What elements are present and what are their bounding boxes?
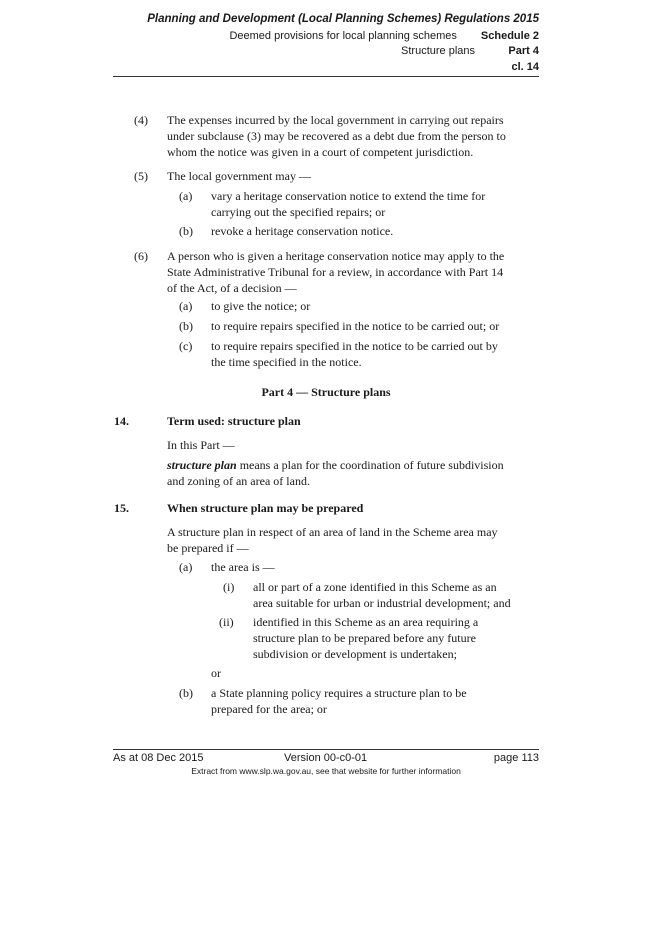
- footer-extract-note: Extract from www.slp.wa.gov.au, see that website for further information: [191, 766, 461, 776]
- subclause-text: A person who is given a heritage conservation notice may apply to the: [167, 249, 505, 263]
- definition-text: and zoning of an area of land.: [167, 474, 310, 488]
- connector-word: or: [211, 666, 221, 680]
- subclause-text: State Administrative Tribunal for a review, in accordance with Part 14: [167, 265, 504, 279]
- footer-version: Version 00-c0-01: [284, 752, 368, 764]
- definition-body: means a plan for the coordination of future subdivision: [236, 458, 504, 472]
- running-header: [113, 30, 539, 78]
- subclause-number: (6): [134, 249, 148, 263]
- definition-text: [167, 457, 504, 473]
- clause-number: 15.: [114, 501, 129, 515]
- paragraph-text: to require repairs specified in the notice to be carried out by: [211, 339, 498, 353]
- paragraph-text: to give the notice; or: [211, 299, 311, 313]
- part-heading: Part 4 — Structure plans: [261, 385, 391, 399]
- paragraph-text: prepared for the area; or: [211, 702, 327, 716]
- subparagraph-text: subdivision or development is undertaken;: [253, 647, 457, 661]
- clause-text: be prepared if —: [167, 541, 249, 555]
- paragraph-text: a State planning policy requires a structure plan to be: [211, 686, 467, 700]
- subparagraph-number: (i): [223, 580, 235, 594]
- header-part-desc: Structure plans: [401, 45, 475, 57]
- paragraph-number: (a): [179, 560, 193, 574]
- paragraph-text: vary a heritage conservation notice to extend the time for: [211, 189, 486, 203]
- subparagraph-text: area suitable for urban or industrial development; and: [253, 596, 511, 610]
- clause-text: In this Part —: [167, 438, 235, 452]
- clause-number: 14.: [114, 414, 129, 428]
- subparagraph-number: (ii): [219, 615, 234, 629]
- paragraph-text: the time specified in the notice.: [211, 355, 362, 369]
- running-header-title: Planning and Development (Local Planning Schemes) Regulations 2015: [147, 13, 539, 25]
- clause-heading: Term used: structure plan: [167, 414, 301, 428]
- paragraph-text: revoke a heritage conservation notice.: [211, 224, 394, 238]
- paragraph-text: carrying out the specified repairs; or: [211, 205, 386, 219]
- subparagraph-text: structure plan to be prepared before any future: [253, 631, 476, 645]
- header-divider: [113, 76, 539, 77]
- footer-divider: [113, 749, 539, 750]
- subclause-text: under subclause (3) may be recovered as a debt due from the person to: [167, 129, 506, 143]
- paragraph-number: (b): [179, 686, 193, 700]
- footer-page-number: page 113: [493, 752, 539, 764]
- header-schedule-desc: Deemed provisions for local planning schemes: [229, 30, 457, 42]
- header-part: Part 4: [508, 45, 539, 57]
- defined-term: structure plan: [167, 458, 237, 472]
- footer-date: As at 08 Dec 2015: [113, 752, 204, 764]
- subclause-text: of the Act, of a decision —: [167, 281, 297, 295]
- paragraph-text: the area is —: [211, 560, 275, 574]
- paragraph-text: to require repairs specified in the notice to be carried out; or: [211, 319, 500, 333]
- subparagraph-text: identified in this Scheme as an area requiring a: [253, 615, 479, 629]
- subclause-text: The local government may —: [167, 169, 311, 183]
- subparagraph-text: all or part of a zone identified in this Scheme as an: [253, 580, 497, 594]
- subclause-number: (5): [134, 169, 148, 183]
- paragraph-number: (a): [179, 299, 193, 313]
- subclause-text: The expenses incurred by the local government in carrying out repairs: [167, 113, 504, 127]
- paragraph-number: (b): [179, 319, 193, 333]
- clause-text: A structure plan in respect of an area of land in the Scheme area may: [167, 525, 498, 539]
- paragraph-number: (a): [179, 189, 193, 203]
- header-schedule: Schedule 2: [480, 30, 539, 42]
- paragraph-number: (c): [179, 339, 193, 353]
- header-clause: cl. 14: [511, 61, 539, 73]
- clause-heading: When structure plan may be prepared: [167, 501, 364, 515]
- subclause-text: whom the notice was given in a court of competent jurisdiction.: [167, 145, 474, 159]
- paragraph-number: (b): [179, 224, 193, 238]
- subclause-number: (4): [134, 113, 148, 127]
